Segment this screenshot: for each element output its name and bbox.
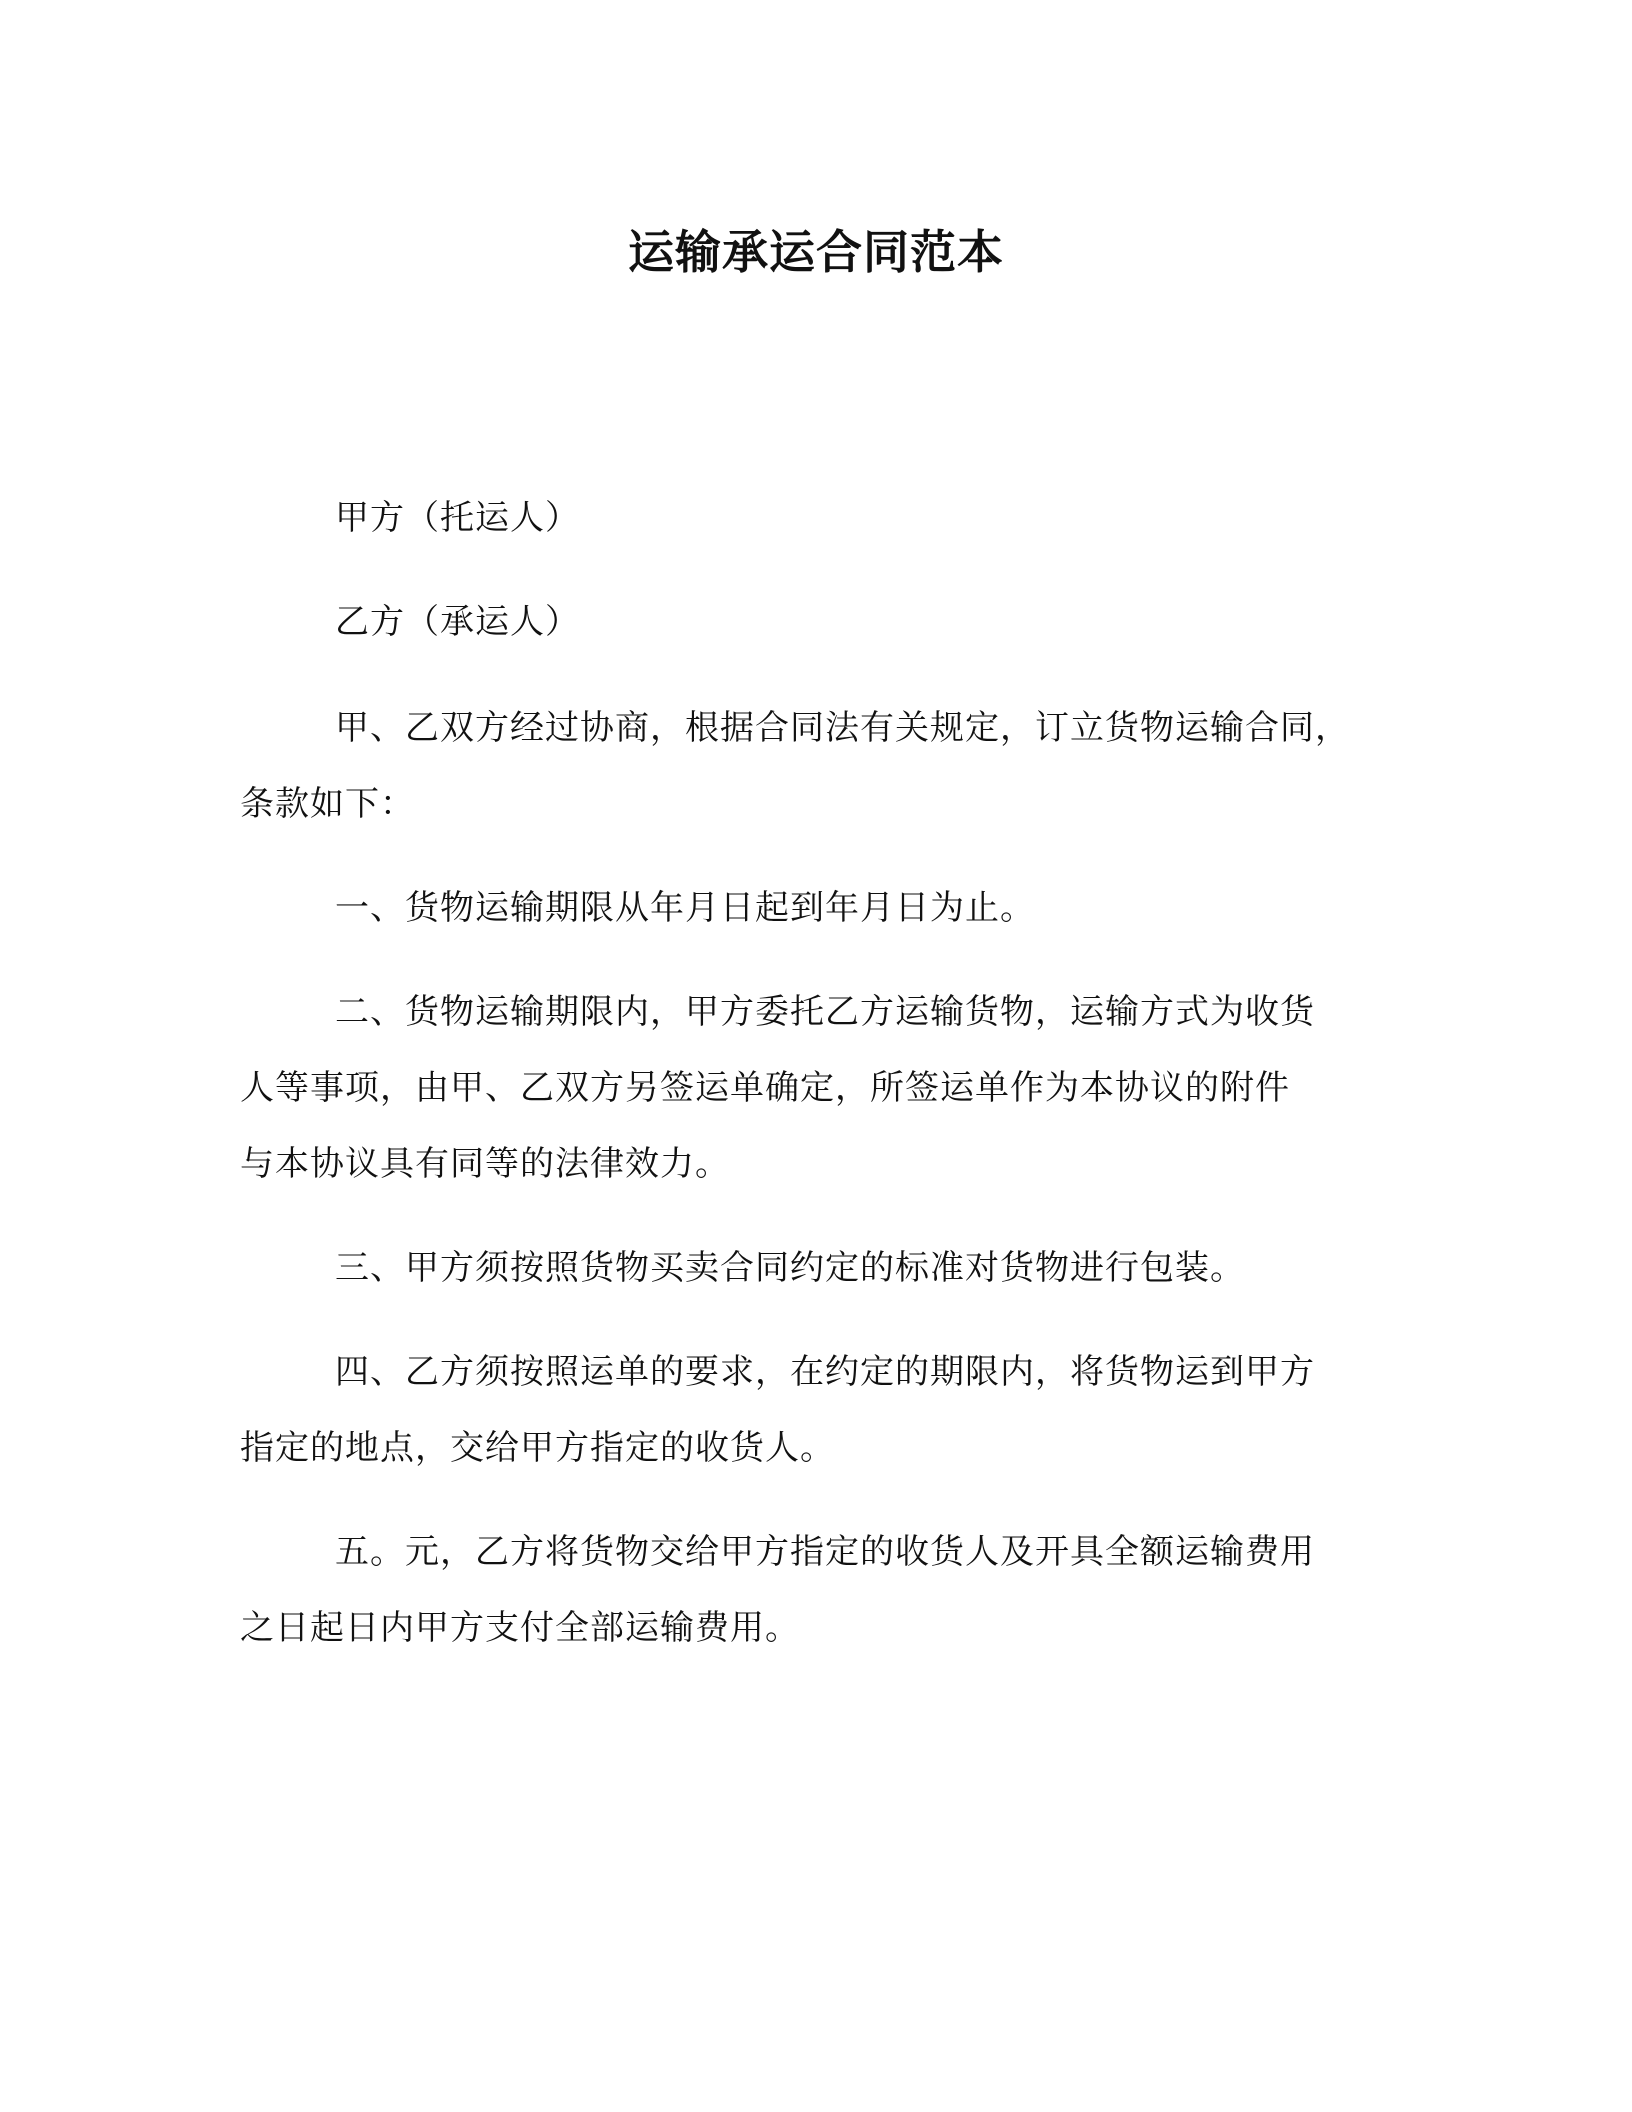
clause-1-line-1: 一、货物运输期限从年月日起到年月日为止。 <box>335 888 1035 928</box>
clause-2-line-2: 人等事项，由甲、乙双方另签运单确定，所签运单作为本协议的附件 <box>240 1068 1290 1108</box>
clause-4-line-2: 指定的地点，交给甲方指定的收货人。 <box>240 1428 835 1468</box>
clause-2-line-1: 二、货物运输期限内，甲方委托乙方运输货物，运输方式为收货 <box>335 992 1315 1032</box>
party-a-line: 甲方（托运人） <box>335 498 580 538</box>
clause-3-line-1: 三、甲方须按照货物买卖合同约定的标准对货物进行包装。 <box>335 1248 1245 1288</box>
document-title: 运输承运合同范本 <box>628 225 1004 279</box>
preamble-line-1: 甲、乙双方经过协商，根据合同法有关规定，订立货物运输合同， <box>335 708 1350 748</box>
clause-5-line-1: 五。元，乙方将货物交给甲方指定的收货人及开具全额运输费用 <box>335 1532 1315 1572</box>
clause-2-line-3: 与本协议具有同等的法律效力。 <box>240 1144 730 1184</box>
clause-5-line-2: 之日起日内甲方支付全部运输费用。 <box>240 1608 800 1648</box>
party-b-line: 乙方（承运人） <box>335 602 580 642</box>
preamble-line-2: 条款如下： <box>240 784 415 824</box>
clause-4-line-1: 四、乙方须按照运单的要求，在约定的期限内，将货物运到甲方 <box>335 1352 1315 1392</box>
